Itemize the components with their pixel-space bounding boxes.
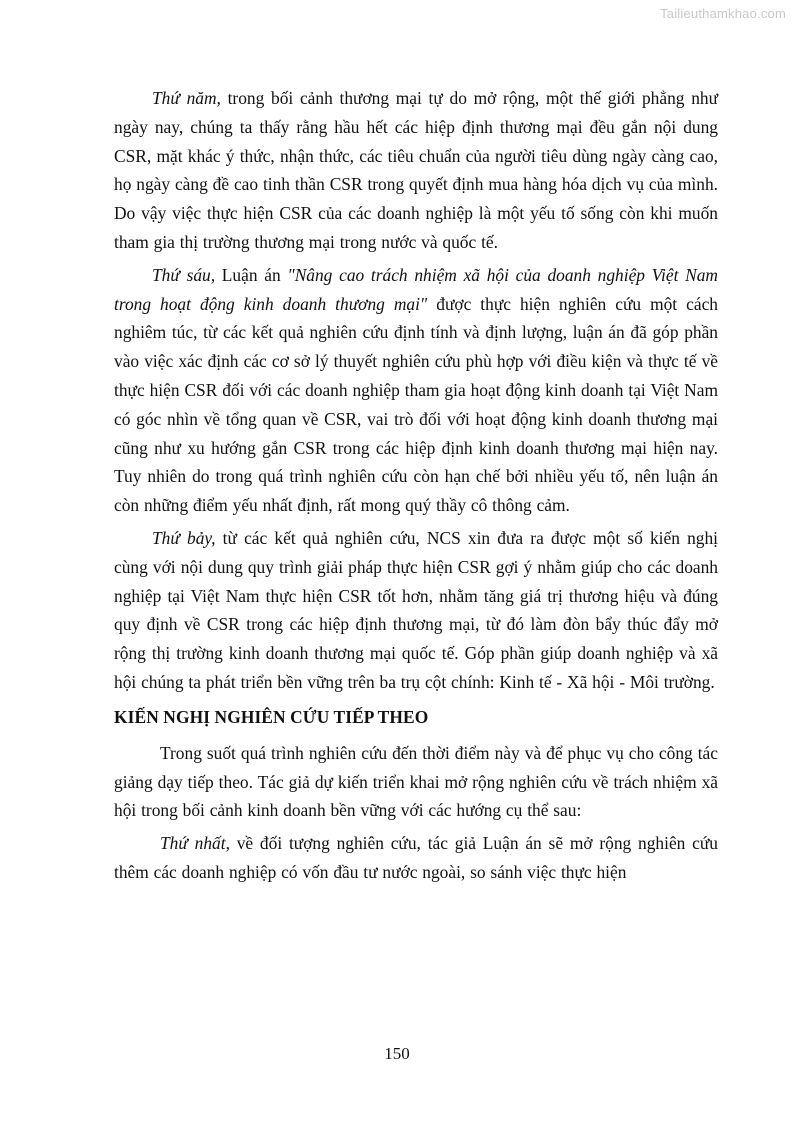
watermark: Tailieuthamkhao.com bbox=[660, 6, 786, 21]
text-thu-nhat: về đối tượng nghiên cứu, tác giả Luận án sẽ mở rộng nghiên cứu thêm các doanh nghiệp có vốn đầu tư nước ngoài, so sánh việc thực hiện bbox=[114, 833, 718, 882]
page-number: 150 bbox=[384, 1044, 410, 1063]
paragraph-thu-bay bbox=[114, 524, 718, 697]
paragraph-intro: Trong suốt quá trình nghiên cứu đến thời điểm này và để phục vụ cho công tác giảng dạy tiếp theo. Tác giả dự kiến triển khai mở rộng nghiên cứu về trách nhiệm xã hội trong bối cảnh kinh doanh bền vững với các hướng cụ thể sau: bbox=[114, 742, 718, 821]
lead-thu-nam: Thứ năm, bbox=[152, 88, 221, 108]
paragraph-thu-nhat bbox=[114, 829, 718, 887]
lead-thu-sau: Thứ sáu, bbox=[152, 264, 216, 285]
lead-thu-bay: Thứ bảy, bbox=[152, 527, 216, 548]
section-heading: KIẾN NGHỊ NGHIÊN CỨU TIẾP THEO bbox=[114, 706, 429, 727]
paragraph-thu-sau bbox=[114, 261, 718, 520]
thesis-title: "Nâng cao trách nhiệm xã hội của doanh nghiệp Việt Nam trong hoạt động kinh doanh thương mại" bbox=[114, 264, 718, 314]
text-thu-nam: trong bối cảnh thương mại tự do mở rộng, một thế giới phẳng như ngày nay, chúng ta thấy rằng hầu hết các hiệp định thương mại đều gắn nội dung CSR, mặt khác ý thức, nhận thức, các tiêu chuẩn của người tiêu dùng ngày càng cao, họ ngày càng đề cao tinh thần CSR trong quyết định mua hàng hóa dịch vụ của mình. Do vậy việc thực hiện CSR của các doanh nghiệp là một yếu tố sống còn khi muốn tham gia thị trường thương mại trong nước và quốc tế. bbox=[114, 88, 719, 252]
text-thu-bay: từ các kết quả nghiên cứu, NCS xin đưa ra được một số kiến nghị cùng với nội dung quy trình giải pháp thực hiện CSR gợi ý nhằm giúp cho các doanh nghiệp tại Việt Nam thực hiện CSR tốt hơn, nhằm tăng giá trị thương hiệu và đúng quy định về CSR trong các hiệp định thương mại, từ đó làm đòn bẩy thúc đẩy mở rộng thị trường kinh doanh thương mại quốc tế. Góp phần giúp doanh nghiệp và xã hội chúng ta phát triển bền vững trên ba trụ cột chính: Kinh tế - Xã hội - Môi trường. bbox=[114, 527, 718, 692]
text-thu-sau-b: được thực hiện nghiên cứu một cách nghiêm túc, từ các kết quả nghiên cứu định tính và định lượng, luận án đã góp phần vào việc xác định các cơ sở lý thuyết nghiên cứu phù hợp với điều kiện và thực tế về thực hiện CSR đối với các doanh nghiệp tham gia hoạt động kinh doanh tại Việt Nam có góc nhìn về tổng quan về CSR, vai trò đối với hoạt động kinh doanh thương mại cũng như xu hướng gắn CSR trong các hiệp định kinh doanh thương mại hiện nay. Tuy nhiên do trong quá trình nghiên cứu còn hạn chế bởi nhiều yếu tố, nên luận án còn những điểm yếu nhất định, rất mong quý thầy cô thông cảm. bbox=[114, 293, 718, 516]
paragraph-thu-nam bbox=[114, 84, 718, 257]
text-thu-sau-a: Luận án bbox=[215, 264, 288, 285]
lead-thu-nhat: Thứ nhất, bbox=[160, 833, 230, 854]
page-body bbox=[114, 84, 718, 891]
